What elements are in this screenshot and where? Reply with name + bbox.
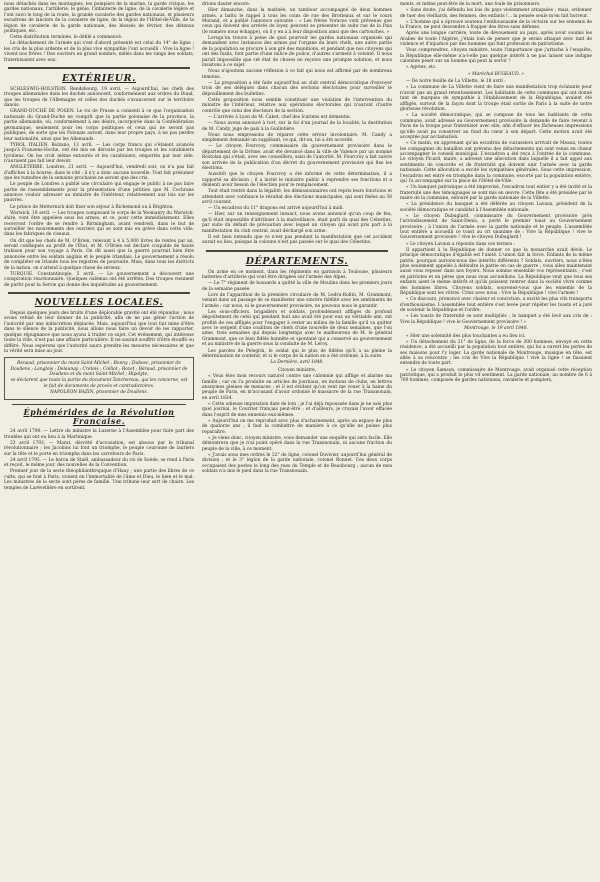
- column-2: [202, 2, 392, 475]
- signature: « Maréchal BUGEAUD. »: [468, 71, 524, 77]
- section-divider: [206, 250, 388, 252]
- paragraph: Nous n'ajoutons aucune réflexion à ce fait qui nous est affirmé par de nombreux témoins.: [202, 69, 392, 80]
- paragraph: Le peuple de Londres a publié une circulaire qui engage le public à ne pas faire partie de rassemblements pour la présentation d'une pétition que M. Cochrane annonce vouloir adresser au ministre de l'intérieur, relativement aux lois sur les pauvres.: [4, 182, 194, 204]
- column-1: [4, 2, 194, 492]
- paragraph: Cette distribution terminée, le défilé a commencé.: [10, 35, 123, 41]
- section-heading-nouvelles-locales: NOUVELLES LOCALES.: [34, 298, 164, 309]
- paragraph: « Ce discours, prononcé avec chaleur et conviction, a excité les plus vifs transports d'enthousiasme. L'assemblée tout entière s'est levée pour répéter les toasts et a juré de soutenir la République et l'ordre.: [400, 297, 592, 314]
- paragraph: « Aujourd'hui on me reproduit avec plus d'acharnement, après un espace de plus de quatorze ans ; il faut la combattre de manière à ce qu'elle ne puisse plus reparaître.: [202, 418, 392, 435]
- paragraph: — L'arrivée à Lyon de M. Cabet, chef des Icariens est démentie.: [208, 114, 351, 120]
- paragraph: « Un banquet patriotique a été improvisé, l'escadron tout entier y a été invité et la fraternité une des témoignages se sont mis en œuvre. Cette fête a été présidée par le maire de la commune, entouré par la garde nationale de la Villette.: [400, 185, 592, 201]
- paragraph: « Un détachement du 21° de ligne, de la force de 300 hommes, envoyé en cette résidence, a été accueilli par la population tout entière, qui lui a ouvert les portes de ses maisons pour l'y loger. La garde nationale de Montrouge, musique en tête, est allée à sa rencontre ; les cris de Vive la République ! vive la ligne ! se faisaient entendre de toute part.: [400, 339, 592, 367]
- section-heading-exterieur: EXTÉRIEUR.: [62, 73, 136, 85]
- paragraph: Warwick, 19 avril. — Les troupes composant le corps de la Yeomanry du Warwick-shire, vont être appelées sous les armes, et ce, pour cette immédiatement. Elles recevront l'ordre de se rendre à Birmingham, avant vendredi, dans le but de surveiller les mouvements des ouvriers qui se sont mis en grève dans cette ville, dans les fabriques de ciseaux.: [4, 210, 194, 238]
- paragraph: TURQUIE. Constantinople, 5 avril. — Le gouvernement a découvert une conspiration réactionnaire. Quelques oulémas ont été arrêtés. Des troupes viennent de partir pour la Servie qui donne des inquiétudes au gouvernement.: [4, 271, 194, 288]
- boxed-notice: [4, 357, 194, 400]
- boxed-notice-signature: NAPOLÉON BAZIN, prisonnier de Doullens.: [49, 389, 149, 395]
- paragraph: « Je viens donc, citoyen ministre, vous demander une enquête qui sera facile. Elle démontrera que je n'ai point opéré dans la rue Transnonain, ni aucune fraction du peuple de la ville, à ce moment.: [202, 435, 392, 452]
- paragraph: « Ce matin, en apprenant qu'un escadron de cuirassiers arrivait de Meaux, toutes les compagnies du bataillon ont prévenu des détachements qui sont venus en chœur accompagner le conseil municipal. L'escadron a été reçu à l'entrée de la commune. Le citoyen Picard, maire, a adressé une allocution dans laquelle il a fait appel aux sentiments de concorde et de fraternité qui doivent unir l'armée avec la garde nationale. Cette allocution a excité les sympathies générales. Sous cette impression, l'escadron est entré en triomphe dans la commune, escorté par la population entière, qui l'a accompagné sur la place de l'Hôtel-de-Ville.: [400, 141, 592, 184]
- section-divider: [8, 292, 190, 294]
- paragraph: — Le citoyen Fourcroy, commissaire du gouvernement provisoire dans le département de la Drôme, avait été devancé dans la ville de Valence par un nommé Rostolan qui s'était, avec ses conseillers, saisi de l'autorité. M. Fourcroy a fait suivre son arrivée de la publication d'un décret du gouvernement provisoire qui fixe les élections.: [202, 144, 392, 171]
- section-heading-ephemerides: Éphémérides de la Révolution Française.: [23, 407, 175, 427]
- dateline: Montrouge, le 19 avril 1848.: [464, 326, 528, 332]
- column-1-intro: [4, 2, 194, 63]
- paragraph: 24 avril 1795. — Le baron de Staël, ambassadeur du roi de Suède, se rend à Paris et reçoit, le même jour, des nouvelles de la Convention.: [4, 457, 194, 469]
- section-heading-departements: DÉPARTEMENTS.: [245, 255, 349, 267]
- paragraph: GRAND-DUCHÉ DE POSEN. Le roi de Prusse a consenti à ce que l'organisation nationale du Grand-Duché ne comprît que la partie polonaise de la province, la partie allemande, où, conformément à ses désirs, incorporée dans la Confédération germanique, seulement pour les corps politiques et ceux qui ne seront pas publiques, de sorte que les Polonais auront, dans leur propre pays, à ne pas perdre leur nationalité, ainsi que les Allemands.: [4, 109, 194, 142]
- paragraph: — Un escadron du 11° dragons est arrivé aujourd'hui à midi.: [208, 206, 344, 212]
- paragraph: SCHLESWIG-HOLSTEIN. Rendsbourg, 19 avril. — Aujourd'hui, les chefs des troupes allemandes dans les duchés annoncent, conformément aux ordres du Bund, que les troupes de l'Allemagne et celles des duchés s'avanceront sur le territoire danois.: [4, 87, 194, 109]
- paragraph: Premier jour de la secte théophilanthropique d'Hauy ; une partie des libres de ce culte, qui se font à Paris, croient en l'immortalité de l'âme et Dieu, le bien et le mal. Les ministres de la secte sont pères de famille. Une tribune leur sert de chaire. Les temples de Larévellière en sortirent.: [4, 469, 194, 491]
- paragraph: — De notre feuille de La Villette, le 18 avril :: [406, 79, 506, 85]
- paragraph: « La présidence du banquet a été déférée au citoyen Lavaux, président de la société démocratique et candidat à l'Assemblée nationale.: [400, 202, 592, 213]
- paragraph: — La proposition a été faite aujourd'hui au club central démocratique d'envoyer trois de ses délégués dans chacun des sections électorales pour surveiller le dépouillement des bulletins.: [202, 80, 392, 97]
- paragraph: « La société démocratique, qui se compose de tous les habitants de cette commune, avait adressé au Gouvernement provisoire la demande de faire revenir à Paris de la troupe pour fraterniser avec elle, afin d'effacer les fâcheuses impressions qu'elle avait pu conserver au fond du cœur à son départ. Cette motion avait été acceptée par acclamation.: [400, 113, 592, 140]
- paragraph: Aussitôt que le citoyen Fourcroy a été informé de cette détermination, il a rapporté sa décision ; il a invité le ministre public à reprendre ses fonctions et a démenti avoir besoin de l'élection pour le remplacement.: [202, 172, 392, 188]
- boxed-notice-line: se déclarent que toute la partie du document-Tanchereau, qui les concerne, est le fait de documents de procès et contradictoires.: [10, 378, 188, 389]
- letter-salutation: Citoyen ministre,: [277, 367, 317, 373]
- paragraph: Lorsqu'on trouve à peine de quoi pourvoir les gardes nationaux organisés qui demandent avec instances des armes par l'organe du leurs chefs, une autre partie de la population se procure à son gré des munitions, et pendant que nos citoyens qui ont des fusils, font partie d'une milice de police, d'autres s'arment à volonté. Il nous paraît impossible que cet état de choses ne reçoive une prompte solution, et nous insistons à ce sujet.: [202, 36, 392, 69]
- paragraph: « Hier une solennité des plus touchantes a eu lieu ici.: [406, 333, 526, 339]
- paragraph: On dit que les chefs de M. O'Brien, relevant à 4 à 5,000 livres de rentes par an, seront confisqués au profit de l'État, et M. O'Brien est déclaré coupable de haute trahison pour son voyage à Paris. On dit aussi que la guerre pourrait bien être annoncée entre les soldats anglais et le peuple irlandais. Le gouvernement a résolu de compléter en Irlande tous les registres de poursuite. Mais, dans tous les districts de la nation, on s'attend à quelque chose de sérieux.: [4, 238, 194, 271]
- paragraph: ANGLETERRE. Londres, 21 avril. — Aujourd'hui, vendredi soir, on n'a pas fait d'affiches à la bourse, dans le cité ; il n'y a donc aucune nouvelle. Tout fait présumer que les tumultes de la semaine prochaine ne seront que des cris.: [4, 165, 194, 181]
- section-exterieur-body: [4, 87, 194, 288]
- paragraph: ments, et même peut-être de la mort, une foule de prisonniers.: [400, 2, 541, 7]
- paragraph: — Nous avons annoncé à tort, sur la foi d'un journal de la localité, la destitution de M. Candy, juge de paix à la Guillotière.: [202, 121, 392, 132]
- paragraph: « La commune de La Villette vient de faire une manifestation trop éclatante pour n'avoir pas un grand retentissement. Les habitants de cette commune qui ont donné tant de marques de sympathie à l'établissement de la République, avaient été affligés, surtout de la façon dont la troupe était sortie de Paris à la suite de notre glorieuse révolution.: [400, 85, 592, 113]
- paragraph: « Agréez, etc.: [406, 65, 437, 71]
- boxed-notice-line: Renaud, prisonnier du mont Saint-Michel ; Bonny ; Dubosc, prisonnier de Doullens ; Langlois ; Delaunay ; Crétois ; Colliot ; Rozet ; Béraud, prisonnier de Doullens et du mont Saint-Michel ; Hipolyte,: [10, 361, 188, 378]
- paragraph: Les paroles de Pelegrin, le soldat qui le plus de fidèles qu'il a sa pleine la détermination de contenir, et si le corps de la nation en a été ordonné, à la suite.: [202, 348, 392, 359]
- paragraph: « Le citoyen Dubuglard, commissaire du Gouvernement provisoire près l'arrondissement de Saint-Denis, a porté le premier toast au Gouvernement provisoire ; à l'union de l'armée avec la garde nationale et le peuple. L'assemblée tout entière a accueilli ce toast au cri unanime de : Vive la République ! vive le Gouvernement provisoire ! vive le citoyen Dubuglard !: [400, 213, 592, 241]
- paragraph: Nous nous empressons de réparer cette erreur involontaire. M. Candy a simplement demandé un suppléant, ce qui, dit-on, lui a été accordé.: [202, 132, 392, 144]
- paragraph: « Cette odieuse imputation date de loin ; je l'ai déjà repoussée dans je ne sais plus quel journal, le Courrier français peut-être ; et d'ailleurs, je croyais l'avoir effacée dans l'esprit de mes ennemis eux-mêmes.: [202, 401, 392, 418]
- paragraph: drions dauter encore.: [202, 2, 251, 7]
- paragraph: « L'homme qui a éprouvé soutenu l'enthousiasme de la victoire sur les ennemis de la France, ne peut descendre à frapper des êtres sans défense.: [400, 19, 592, 31]
- paragraph: nous détachés dans les montagnes, les pompiers de la marine, la garde civique, les gardes nationaux, l'artillerie, le génie, l'infanterie de ligne, de la cavalerie légère et l'ont suivi le long de la route, la grande cavalerie des gardes nationaux, et plusieurs escadrons de lanciers de la cavalerie de ligne, de la légion de l'Hôtel-de-Ville, de la légion de cavalerie de la garde nationale, des blessés de février, des détenus politiques, etc.: [4, 2, 194, 35]
- section-divider: [8, 67, 190, 69]
- paragraph: Le détachement de l'armée qui s'est d'abord présenté est celui du 14° de ligne ; les cris de la plus ardente et de la plus vive sympathie l'ont accueilli : Vive la ligne ! vivent nos frères ! Des ouvriers en grand nombre, mêlés dans les rangs des soldats, fraternisaient avec eux.: [4, 41, 194, 63]
- paragraph: Après une longue carrière, toute de dévouement au pays, après avoir soumis les Arabes de toute l'Algérie, j'étais loin de penser que je serais attaqué avec tant de violence et d'injustice par des hommes qui font profession de patriotisme.: [400, 31, 592, 48]
- paragraph: Lors de l'apparition de la première circulaire de M. Ledru-Rollin, M. Grammont, venant dans un passage de se manifester une sincère fidélité avec les sentiments de l'armée ; car nous, ni le gouvernement provisoire, ne pouvons nous le garantir.: [202, 292, 392, 309]
- paragraph: Il est bien entendu que ce n'est pas pendant la manifestation que cet accident aurait eu lieu, puisque la colonne n'est pas passée sur le quai des Célestins.: [202, 234, 392, 246]
- paragraph: Les sous-officiers, brigadiers et soldats, profondément affligés du profond dégoûtement de celui qui pendant huit ans avait été pour eux un véritable ami, ont profité de ces affligés pour l'engager à rester au milieu de la famille qu'il va quitter avec le sergent d'une coalition de chefs d'une nouvelle de deux semaines, que l'on aime, trois semaines qui depuis longtemps avec le malheureux de M. le général Grammont, que ce bien fidèle honnête et spontané qui a conservé au gouvernement et au ministre de la guerre sous la conduite de M. Leroy.: [202, 309, 392, 348]
- paragraph: « Vous êtes mon recours naturel contre une calomnie qui afflige et alarme ma famille ; car on l'a produite en articles de journaux, en motions de clubs, en lettres anonymes pleines de menaces ; et il est évident qu'on veut me vouer à la haine du peuple de Paris, en m'accusant d'avoir ordonné le massacre de la rue Transnonain, en avril 1834.: [202, 374, 392, 401]
- paragraph: « Sans doute, j'ai défendu les lois du pays violemment attaquées ; mais, ordonner de tuer des vieillards, des femmes, des enfants !... la pensée seule m'en fait horreur.: [400, 8, 592, 19]
- paragraph: TYROL ITALIEN. Bolzano, 13 avril. — Les corps francs qui s'étaient avancés jusqu'à Franzens-Hoche, ont été mis en déroute par les troupes et les carabiniers tyroliens. On les croit même entourés et les carabiniers, emportés par leur zèle, n'auraient pas fait leur devoir.: [4, 142, 194, 164]
- paragraph: 24 avril 1790. — Lettre du ministre la Luzerne à l'Assemblée pour faire part des troubles qui ont eu lieu à la Martinique.: [4, 429, 194, 440]
- dateline: La Dernière, avril 1848.: [270, 360, 324, 366]
- paragraph: Vous comprendrez, citoyen ministre, toute l'importance que j'attache à l'enquête, la République elle-même n'a-t-elle pas quelque intérêt à ne pas laisser une indigne calomnie peser sur un homme qui peut la servir ?: [400, 48, 592, 65]
- section-divider: [12, 404, 186, 405]
- paragraph: « Les toasts de fraternité se sont multipliés ; le banquet a été levé aux cris de : Vive la République ! vive le Gouvernement provisoire ! »: [400, 314, 592, 325]
- paragraph: 23 avril 1793. — Marat, décrété d'accusation, est absous par le tribunal révolutionnaire ; les Jacobins lui font un triomphe, le peuple couronne de lauriers sur la tête et le porte en triomphe dans les carrefours de Paris.: [4, 440, 194, 457]
- paragraph: Cette proposition nous semble constituer une violation de l'intervention du ministre de l'intérieur, relative aux opérations électorales qui n'auront d'autre contrôle que celui des électeurs de la section.: [202, 97, 392, 114]
- paragraph: — Hier, sur un renseignement inexact, nous avons annoncé qu'un coup de feu, qu'il était impossible d'attribuer à la malveillance, était parti du quai des Célestins, par suite du défaut de précaution avec lequel un citoyen qui avait pris part à la manifestation du club central, avait déchargé son arme.: [202, 212, 392, 234]
- column-3: [400, 2, 592, 385]
- paragraph: On arme en ce moment, dans les régiments en garnison à Toulouse, plusieurs batteries d'artillerie qui vont être dirigées sur l'armée des Alpes.: [202, 269, 392, 281]
- paragraph: Tout était rentré dans la légalité, les démissionnaires ont repris leurs fonctions et attendent avec confiance le résultat des élections municipales, qui sont fixées au 30 avril courant.: [202, 189, 392, 205]
- paragraph: Hier dimanche, dans la matinée, un tambour accompagné de deux hommes armés, a battu le rappel à tous les coins de rue des Brotteaux et sur le cours Morand, et a publié l'annonce suivante : « Les frères Voraces vont prévenus que ceux qui doivent des arrérés de loyer, peuvent se présenter de suite rue de la Paix (le numéro nous échappe), où il y en a à leur disposition ainsi que des cartouches. »: [202, 8, 392, 35]
- paragraph: « Le citoyen Samson, commissaire de Montrouge, avait organisé cette réception patriotique, qui a produit le plus vif sentiment. La garde nationale, au nombre de 6 à 700 hommes, composée de gardes nationaux, cavalerie et pompiers,: [400, 367, 592, 384]
- paragraph: — Le 7° régiment de hussards a quitté la ville de Moulins dans les premiers jours de la semaine passée.: [202, 281, 392, 292]
- paragraph: Le prince de Metternich doit fixer son séjour à Richemond ou à Brighton.: [10, 204, 174, 210]
- paragraph: Il appartient à la République de donner ce que la monarchie avait dévié. Le principe démocratique d'égalité est l'unité. L'union fait la force. Enfants de la même patrie, pourquoi aurions-nous des intérêts différents ? Soldats, ouvriers, nous n'êtes plus seulement appelés à défendre la patrie en cas de guerre ; vous allez maintenant aussi vous reposer dans nos foyers. Nous somme ensemble vos représentants ; c'est en patriotes et en pères que nous vous accueillons. La République veut que tous ses enfants aient le même intérêt et qu'ils puissent rentrer dans la société vivre comme des hommes libres. Citoyens soldats, souvenez-vous que les ennemis de la République sont les vôtres. Criez avec nous : Vive la République ! vive l'armée !: [400, 247, 592, 297]
- paragraph: Depuis quelques jours des bruits d'une déplorable gravité ont été répandus ; nous avons refusé de leur donner de la publicité, afin de ne pas gêner l'action de l'autorité par une indiscrétion déplacée. Mais, aujourd'hui que tout fait mine d'être dans le silence de la publicité, nous allons nous faire un devoir de les rapporter, quelque répugnance que nous ayons à traiter ce sujet. Cet événement, qui intéresse toute la ville, n'est pas une affaire particulière. Il ne saurait souffrir d'être étouffé ou différé. Nous espérons que l'autorité saura prendre les mesures nécessaires et que la vérité sera mise au jour.: [4, 311, 194, 354]
- paragraph: « Le citoyen Lavaux a répondu dans ces termes :: [406, 241, 515, 247]
- paragraph: « J'avais sous mes ordres le 32° de ligne, colonel Duvivier, aujourd'hui général de division ; et le 3° légion de la garde nationale, colonel Bonnet. Ces deux corps occupaient des postes le long des rues du Temple et de Beaubourg ; aucun de mes soldats n'a mis le pied dans la rue Transnonain.: [202, 453, 392, 475]
